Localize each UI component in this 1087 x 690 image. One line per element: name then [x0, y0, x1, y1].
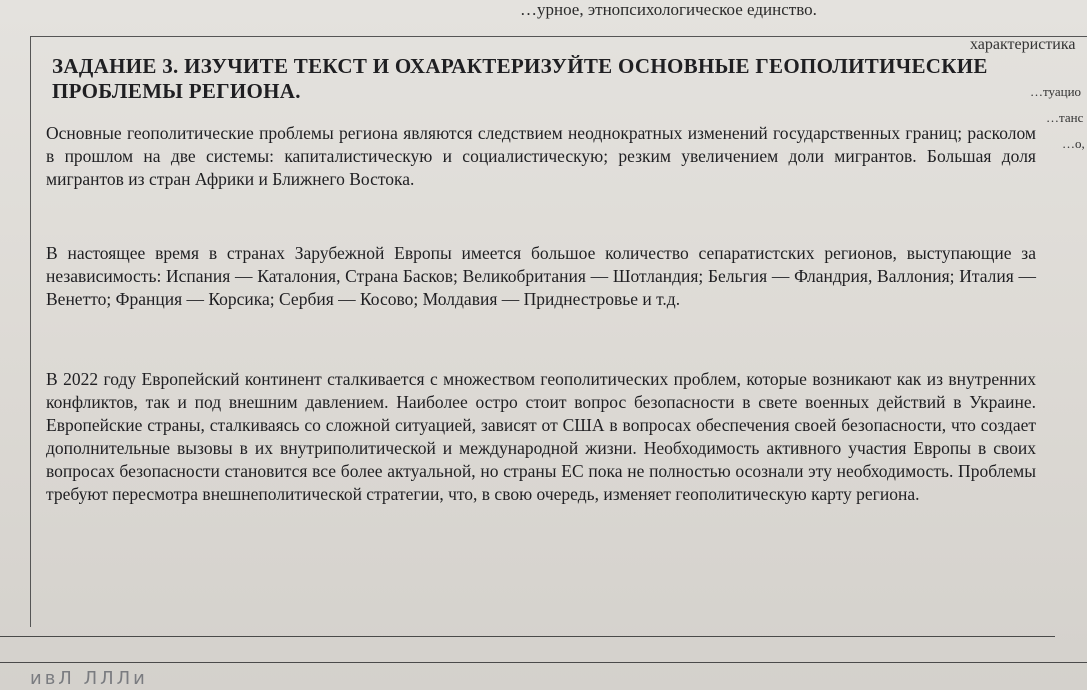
paragraph-1: Основные геополитические проблемы региона являются следствием неоднократных изменений государственных границ; расколом в прошлом на две системы: капиталистическую и социалистическую; резким увеличением доли мигрантов. Большая доля мигрантов из стран Африки и Ближнего Востока. — [46, 123, 1036, 189]
task-title: ЗАДАНИЕ 3. ИЗУЧИТЕ ТЕКСТ И ОХАРАКТЕРИЗУЙТЕ ОСНОВНЫЕ ГЕОПОЛИТИЧЕСКИЕ ПРОБЛЕМЫ РЕГИОНА. — [52, 54, 988, 103]
previous-page-strip — [0, 0, 1087, 24]
previous-text-fragment: …урное, этнопсихологическое единство. — [520, 0, 817, 19]
paragraph-3: В 2022 году Европейский континент сталкивается с множеством геополитических проблем, которые возникают как из внутренних конфликтов, так и под внешним давлением. Наиболее остро стоит вопрос безопасности в свете военных действий в Украине. Европейские страны, сталкиваясь со сложной ситуацией, зависят от США в вопросах обеспечения своей безопасности, что создает дополнительные вызовы в их внутриполитической и международной жизни. Необходимость активного участия Европы в своих вопросах безопасности становится все более актуальной, но страны ЕС пока не полностью осознали эту необходимость. Проблемы требуют пересмотра внешнеполитической стратегии, что, в свою очередь, изменяет геополитическую карту региона. — [46, 369, 1036, 504]
margin-fragment-1: характеристика — [970, 36, 1076, 53]
margin-fragment-3: …танс — [1046, 110, 1084, 125]
answer-line-1 — [0, 636, 1055, 637]
margin-fragment-2: …туацио — [1030, 84, 1082, 99]
answer-line-2 — [0, 662, 1087, 663]
paragraph-2: В настоящее время в странах Зарубежной Европы имеется большое количество сепаратистских регионов, выступающие за независимость: Испания — Каталония, Страна Басков; Великобритания — Шотландия; Бельгия — Фландрия, Валлония; Италия — Венетто; Франция — Корсика; Сербия — Косово; Молдавия — Приднестровье и т.д. — [46, 243, 1036, 309]
handwriting-fragment: ивЛ ЛЛЛи — [30, 668, 148, 689]
margin-fragment-4: …о, — [1062, 136, 1085, 151]
